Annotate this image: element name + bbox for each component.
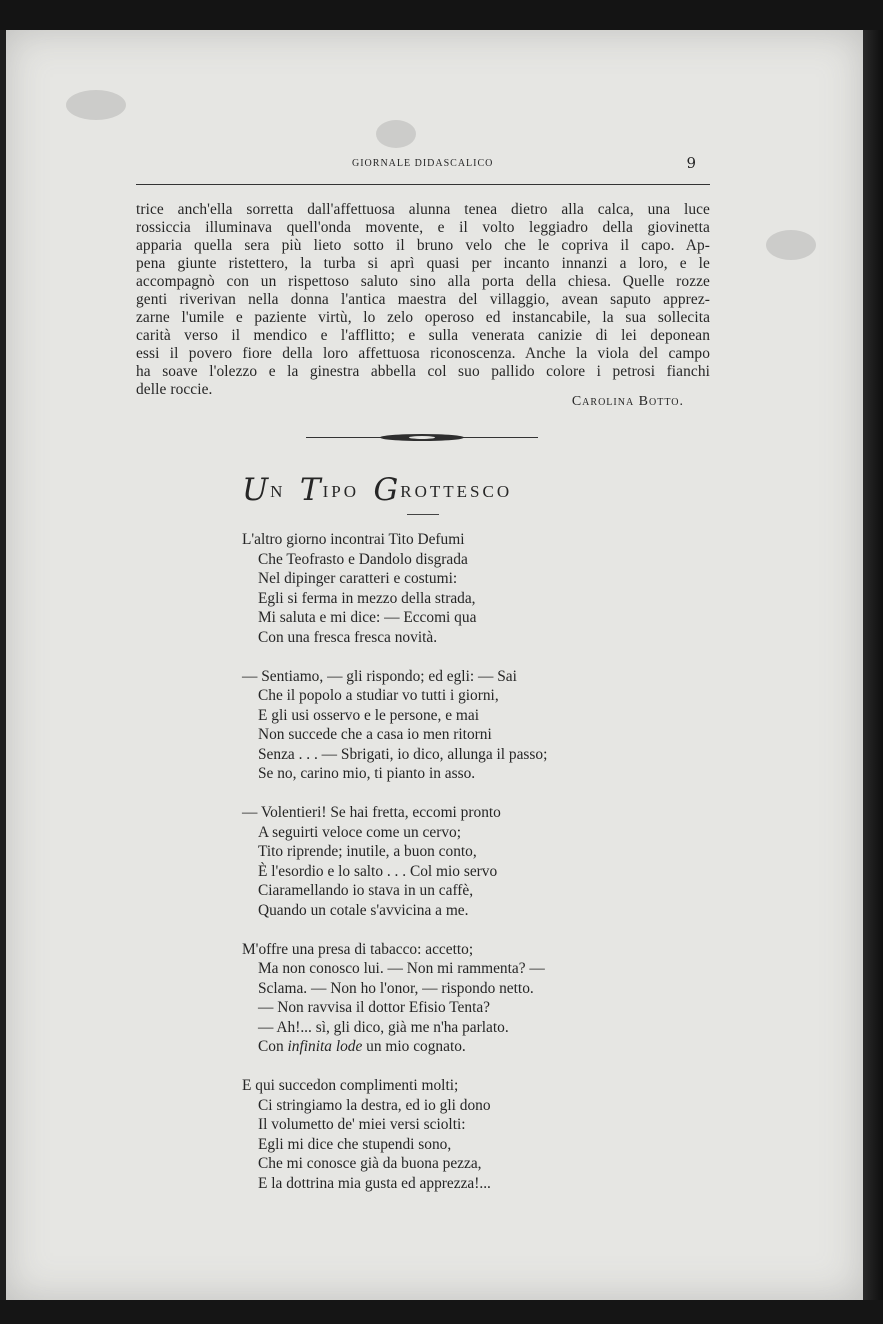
verse-line: Quando un cotale s'avvicina a me. — [258, 901, 469, 919]
stanza — [242, 667, 547, 784]
scan-top-border — [0, 0, 883, 30]
prose-line: zarne l'umile e paziente virtù, lo zelo operoso ed instancabile, la sua sollecita — [136, 309, 710, 326]
page-number: 9 — [686, 154, 696, 172]
verse-line: E gli usi osservo e le persone, e mai — [258, 706, 479, 724]
stanza — [242, 940, 547, 1057]
verse-line: — Sentiamo, — gli rispondo; ed egli: — Sai — [242, 667, 517, 685]
title-initial: U — [242, 472, 269, 508]
scan-bottom-edge — [0, 1300, 883, 1324]
verse-line: Che Teofrasto e Dandolo disgrada — [258, 550, 468, 568]
verse-line: Nel dipinger caratteri e costumi: — [258, 570, 458, 587]
emphasis-text: infinita lode — [287, 1038, 363, 1055]
verse-line: Che il popolo a studiar vo tutti i giorni, — [258, 687, 499, 704]
prose-line: apparia quella sera più lieto sotto il bruno velo che le copriva il capo. Ap- — [136, 237, 710, 254]
stanza — [242, 530, 547, 647]
stanza — [242, 803, 547, 920]
verse-line: Tito riprende; inutile, a buon conto, — [258, 843, 477, 860]
prose-line: ha soave l'olezzo e la ginestra abbella col suo pallido colore i petrosi fianchi — [136, 363, 710, 380]
author-signature: Carolina Botto. — [571, 394, 684, 409]
paper-stain — [766, 230, 816, 260]
verse-line: Egli si ferma in mezzo della strada, — [258, 589, 476, 607]
verse-line: Che mi conosce già da buona pezza, — [258, 1155, 482, 1172]
verse-line: Con una fresca fresca novità. — [258, 628, 438, 646]
verse-line: È l'esordio e lo salto . . . Col mio servo — [258, 862, 498, 880]
title-word-rest: N — [270, 482, 286, 501]
title-initial: T — [299, 472, 321, 508]
verse-line: E qui succedon complimenti molti; — [242, 1077, 459, 1094]
verse-line: Non succede che a casa io men ritorni — [258, 726, 492, 743]
prose-line: genti riverivan nella donna l'antica maestra del villaggio, avean saputo apprez- — [136, 291, 710, 308]
verse-line: Il volumetto de' miei versi sciolti: — [258, 1116, 466, 1133]
poem-title — [242, 472, 642, 508]
verse-line: E la dottrina mia gusta ed apprezza!... — [258, 1174, 491, 1192]
title-rule — [407, 514, 439, 515]
prose-line: rossiccia illuminava quell'onda movente, e il volto leggiadro della giovinetta — [136, 219, 710, 236]
prose-line: trice anch'ella sorretta dall'affettuosa alunna tenea dietro alla calca, una luce — [136, 201, 710, 218]
prose-paragraph — [136, 201, 710, 399]
verse-line: Egli mi dice che stupendi sono, — [258, 1135, 452, 1153]
verse-line: Mi saluta e mi dice: — Eccomi qua — [258, 609, 477, 626]
paper-stain — [376, 120, 416, 148]
verse-line: — Volentieri! Se hai fretta, eccomi pronto — [242, 804, 501, 821]
title-initial: G — [373, 472, 399, 508]
verse-line: M'offre una presa di tabacco: accetto; — [242, 940, 474, 958]
prose-line: delle roccie. — [136, 381, 213, 398]
paper-stain — [66, 90, 126, 120]
prose-line: essi il povero fiore della loro affettuosa riconoscenza. Anche la viola del campo — [136, 345, 710, 362]
verse-line: A seguirti veloce come un cervo; — [258, 823, 462, 841]
stanza — [242, 1076, 547, 1193]
section-ornament — [306, 434, 538, 442]
verse-line: — Non ravvisa il dottor Efisio Tenta? — [258, 999, 491, 1016]
prose-line: accompagnò con un rispettoso saluto sino alla porta della chiesa. Quelle rozze — [136, 273, 710, 290]
verse-line: Sclama. — Non ho l'onor, — rispondo netto. — [258, 979, 534, 997]
header-rule — [136, 184, 710, 185]
prose-line: pena giunte ristettero, la turba si aprì quasi per incanto innanzi a loro, e le — [136, 255, 710, 272]
page-header — [136, 152, 710, 176]
title-word-rest: ROTTESCO — [400, 482, 513, 501]
verse-line: L'altro giorno incontrai Tito Defumi — [242, 531, 465, 548]
poem-body — [242, 530, 547, 1213]
running-head: GIORNALE DIDASCALICO — [352, 158, 494, 169]
verse-line: — Ah!... sì, gli dico, già me n'ha parlato. — [258, 1018, 509, 1036]
verse-line: Ciaramellando io stava in un caffè, — [258, 882, 474, 899]
verse-line: Se no, carino mio, ti pianto in asso. — [258, 765, 476, 782]
verse-line: Ci stringiamo la destra, ed io gli dono — [258, 1096, 491, 1114]
scan-right-edge — [863, 30, 883, 1300]
verse-line: Senza . . . — Sbrigati, io dico, allunga il passo; — [258, 745, 548, 763]
verse-line: Ma non conosco lui. — Non mi rammenta? — — [258, 960, 545, 977]
prose-line: carità verso il mendico e l'afflitto; e sulla venerata canizie di lei deponean — [136, 327, 710, 344]
verse-line: Con infinita lode un mio cognato. — [258, 1038, 466, 1055]
title-word-rest: IPO — [322, 482, 360, 501]
